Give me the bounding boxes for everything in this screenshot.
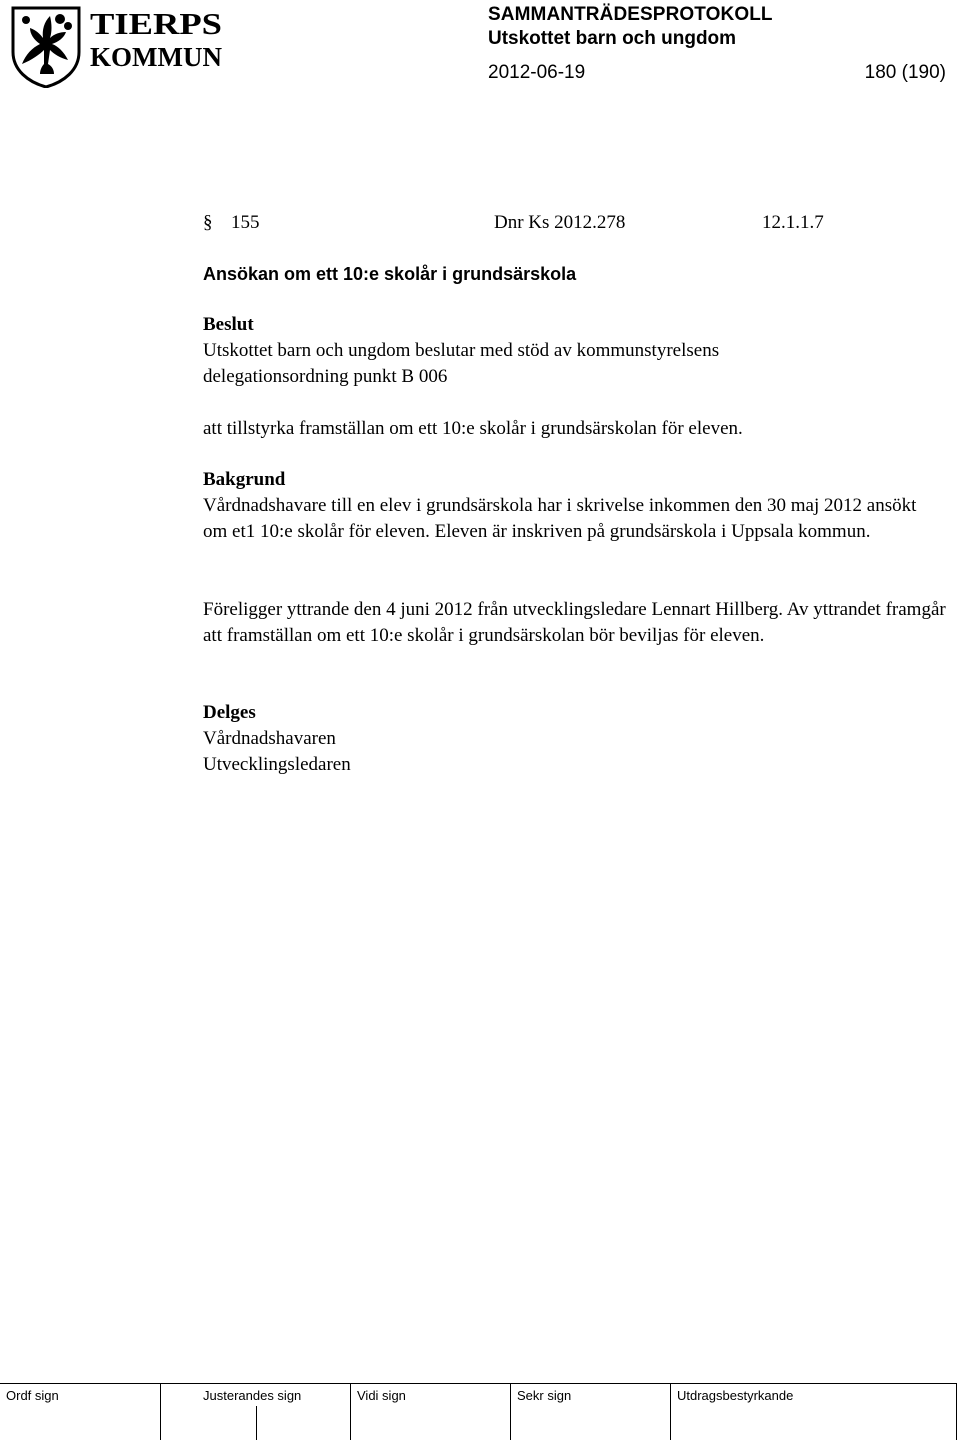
document-header: [488, 2, 958, 86]
statement-section: [203, 597, 960, 649]
utdrag-cell: [671, 1384, 957, 1440]
committee-name: Utskottet barn och ungdom: [488, 28, 737, 49]
delges-heading: Delges: [203, 702, 256, 723]
utdrag-label: Utdragsbestyrkande: [677, 1388, 794, 1403]
background-heading: Bakgrund: [203, 469, 286, 490]
recipient: Vårdnadshavaren: [203, 728, 336, 749]
meeting-date: 2012-06-19: [488, 62, 586, 83]
background-section: [203, 467, 960, 545]
justerandes-sign-label: Justerandes sign: [203, 1388, 302, 1403]
vidi-sign-label: Vidi sign: [357, 1388, 406, 1403]
justerandes-sign-cell: [161, 1384, 351, 1440]
decision-heading: Beslut: [203, 314, 254, 335]
sekr-sign-label: Sekr sign: [517, 1388, 572, 1403]
background-text: Vårdnadshavare till en elev i grundsärskola har i skrivelse inkommen den 30 maj 2012 ansökt om et1 10:e skolår för eleven. Eleven är inskriven på grundsärskola i Uppsala kommun.: [203, 495, 917, 542]
paragraph-mark: §: [203, 212, 213, 233]
decision-clause: att tillstyrka framställan om ett 10:e skolår i grundsärskolan för eleven.: [203, 418, 743, 439]
vidi-sign-cell: [351, 1384, 511, 1440]
paragraph-number: 155: [231, 212, 260, 233]
sekr-sign-cell: [511, 1384, 671, 1440]
recipient: Utvecklingsledaren: [203, 754, 351, 775]
signature-footer: [0, 1383, 957, 1440]
delges-section: [203, 700, 960, 778]
svg-text:TIERPS: TIERPS: [90, 6, 222, 41]
header-meta: [488, 60, 958, 86]
statement-text: Föreligger yttrande den 4 juni 2012 från utvecklingsledare Lennart Hillberg. Av yttrandet framgår att framställan om ett 10:e skolår i grundsärskolan bör beviljas för eleven.: [203, 599, 946, 646]
decision-text: Utskottet barn och ungdom beslutar med stöd av kommunstyrelsens delegationsordning punkt B 006: [203, 340, 720, 387]
decision-attsats: [203, 416, 960, 442]
page-number: 180 (190): [864, 62, 946, 83]
matter-title: Ansökan om ett 10:e skolår i grundsärskola: [203, 264, 577, 284]
cell-divider: [256, 1406, 257, 1440]
diary-number: Dnr Ks 2012.278: [494, 212, 626, 233]
protocol-title: SAMMANTRÄDESPROTOKOLL: [488, 4, 773, 25]
ordf-sign-label: Ordf sign: [6, 1388, 59, 1403]
ordf-sign-cell: [0, 1384, 161, 1440]
section-line: [203, 210, 843, 236]
coat-of-arms-icon: [13, 8, 79, 87]
decision-section: [203, 312, 960, 390]
municipality-logo: [10, 4, 225, 88]
archive-code: 12.1.1.7: [762, 212, 824, 233]
svg-text:KOMMUN: KOMMUN: [90, 42, 223, 72]
